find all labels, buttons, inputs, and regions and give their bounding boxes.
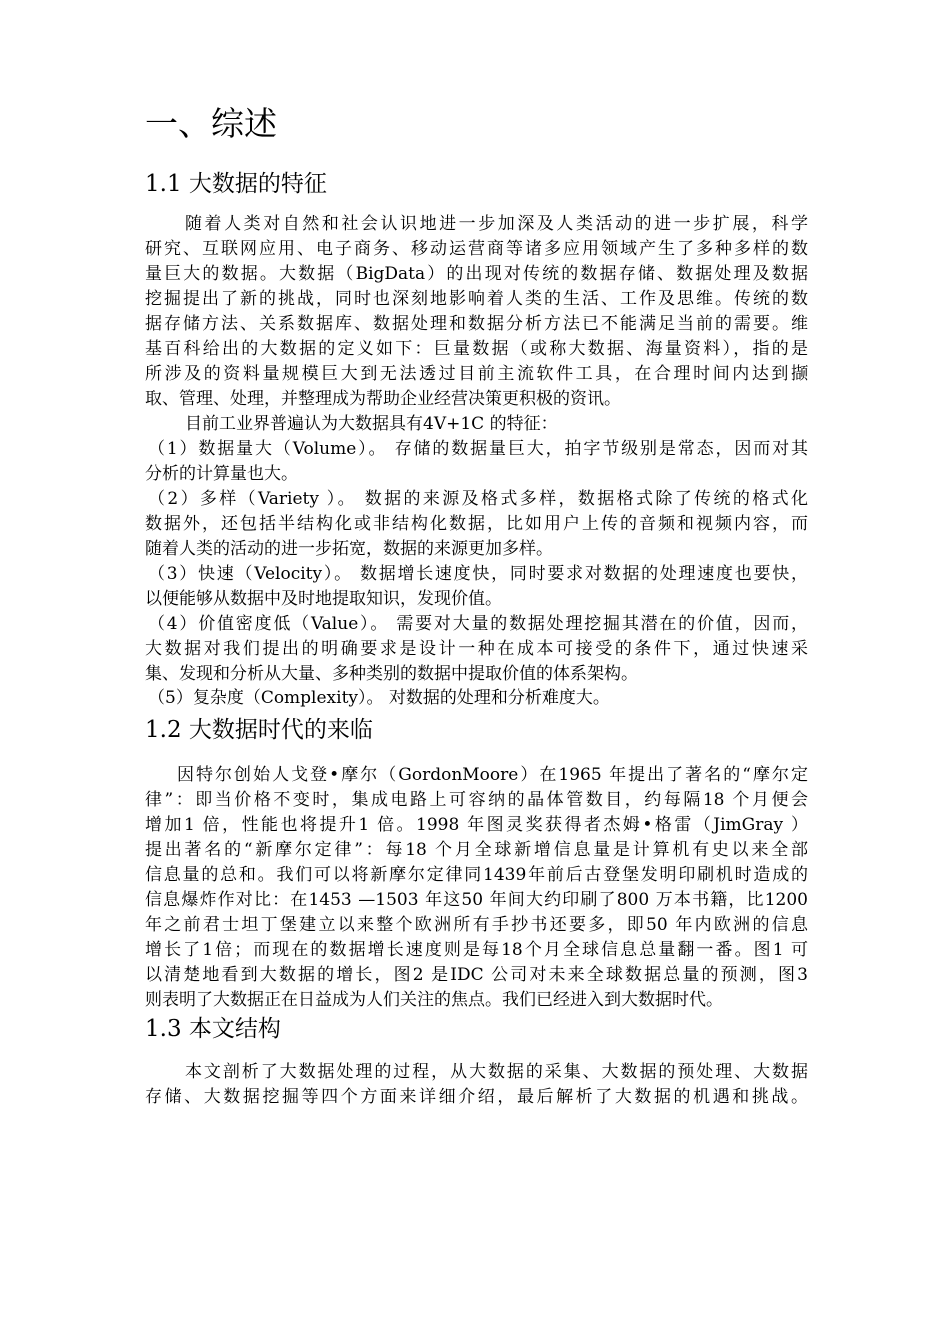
- section-heading-1-1: 1.1 大数据的特征: [145, 171, 327, 197]
- chapter-title: 一、综述: [145, 104, 277, 143]
- paragraph-line: 本文剖析了大数据处理的过程，从大数据的采集、大数据的预处理、大数据: [185, 1062, 808, 1082]
- paragraph-line: 信息量的总和。我们可以将新摩尔定律同1439年前后古登堡发明印刷机时造成的: [145, 865, 808, 885]
- list-item-complexity: （5）复杂度（Complexity）。 对数据的处理和分析难度大。: [148, 688, 610, 708]
- paragraph-line: 取、管理、处理，并整理成为帮助企业经营决策更积极的资讯。: [145, 389, 621, 409]
- paragraph-line: 据存储方法、关系数据库、数据处理和数据分析方法已不能满足当前的需要。维: [145, 314, 808, 334]
- paragraph-line: 增加1 倍，性能也将提升1 倍。1998 年图灵奖获得者杰姆•格雷（JimGray ）: [145, 815, 808, 835]
- paragraph-line: 集、发现和分析从大量、多种类别的数据中提取价值的体系架构。: [145, 664, 638, 684]
- paragraph-line: 随着人类的活动的进一步拓宽，数据的来源更加多样。: [145, 539, 553, 559]
- paragraph-line: 随着人类对自然和社会认识地进一步加深及人类活动的进一步扩展，科学: [185, 214, 808, 234]
- paragraph-line: 量巨大的数据。大数据（BigData）的出现对传统的数据存储、数据处理及数据: [145, 264, 808, 284]
- paragraph-line: 数据外，还包括半结构化或非结构化数据，比如用户上传的音频和视频内容，而: [145, 514, 808, 534]
- paragraph-line: 因特尔创始人戈登•摩尔（GordonMoore）在1965 年提出了著名的“摩尔定: [177, 765, 808, 785]
- paragraph-line: 以便能够从数据中及时地提取知识，发现价值。: [145, 589, 502, 609]
- paragraph-line: 提出著名的“新摩尔定律”：每18 个月全球新增信息量是计算机有史以来全部: [145, 840, 808, 860]
- paragraph-line: 增长了1倍；而现在的数据增长速度则是每18个月全球信息总量翻一番。图1 可: [145, 940, 808, 960]
- paragraph-line: 大数据对我们提出的明确要求是设计一种在成本可接受的条件下，通过快速采: [145, 639, 808, 659]
- paragraph-line: 基百科给出的大数据的定义如下：巨量数据（或称大数据、海量资料），指的是: [145, 339, 808, 359]
- paragraph-line: 则表明了大数据正在日益成为人们关注的焦点。我们已经进入到大数据时代。: [145, 990, 723, 1010]
- paragraph-line: 信息爆炸作对比：在1453 —1503 年这50 年间大约印刷了800 万本书籍，比1200: [145, 890, 808, 910]
- paragraph-line: 所涉及的资料量规模巨大到无法透过目前主流软件工具，在合理时间内达到撷: [145, 364, 808, 384]
- paragraph-line: 律”：即当价格不变时，集成电路上可容纳的晶体管数目，约每隔18 个月便会: [145, 790, 808, 810]
- paragraph-line: 分析的计算量也大。: [145, 464, 298, 484]
- paragraph-line: 目前工业界普遍认为大数据具有4V+1C 的特征：: [185, 414, 558, 434]
- paragraph-line: 挖掘提出了新的挑战，同时也深刻地影响着人类的生活、工作及思维。传统的数: [145, 289, 808, 309]
- paragraph-line: 存储、大数据挖掘等四个方面来详细介绍，最后解析了大数据的机遇和挑战。: [145, 1087, 808, 1107]
- section-heading-1-3: 1.3 本文结构: [145, 1016, 281, 1042]
- paragraph-line: 研究、互联网应用、电子商务、移动运营商等诸多应用领域产生了多种多样的数: [145, 239, 808, 259]
- list-item-volume: （1）数据量大（Volume）。 存储的数据量巨大，拍字节级别是常态，因而对其: [148, 439, 808, 459]
- paragraph-line: 年之前君士坦丁堡建立以来整个欧洲所有手抄书还要多，即50 年内欧洲的信息: [145, 915, 808, 935]
- list-item-value: （4）价值密度低（Value）。 需要对大量的数据处理挖掘其潜在的价值，因而，: [148, 614, 808, 634]
- section-heading-1-2: 1.2 大数据时代的来临: [145, 717, 373, 743]
- list-item-velocity: （3）快速（Velocity）。 数据增长速度快，同时要求对数据的处理速度也要快，: [148, 564, 808, 584]
- paragraph-line: 以清楚地看到大数据的增长，图2 是IDC 公司对未来全球数据总量的预测，图3: [145, 965, 808, 985]
- list-item-variety: （2）多样（Variety ）。 数据的来源及格式多样，数据格式除了传统的格式化: [148, 489, 808, 509]
